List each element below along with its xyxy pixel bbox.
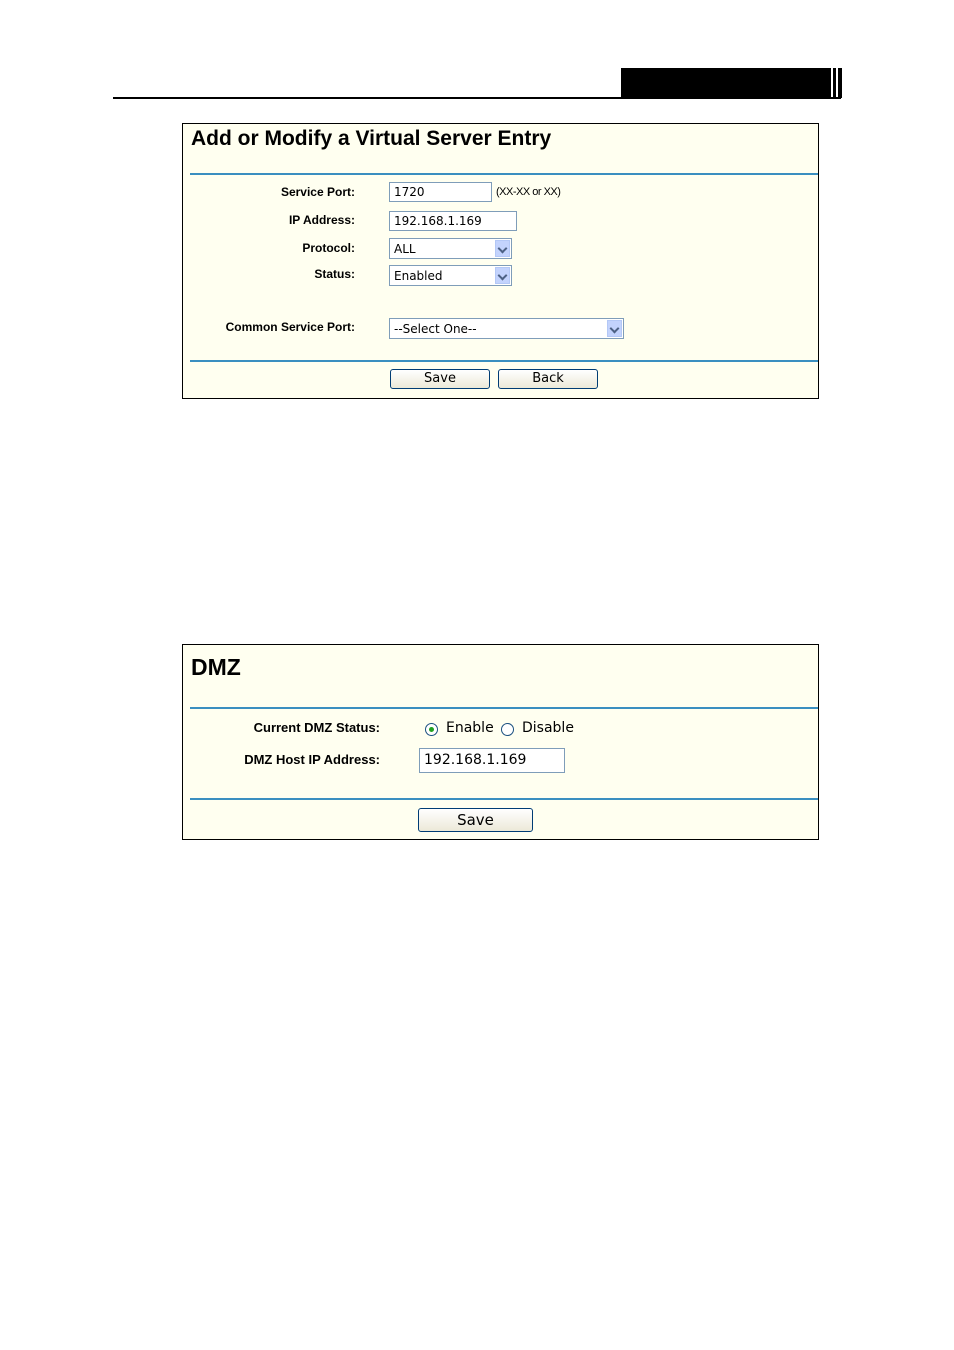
header-bar <box>838 68 842 98</box>
status-value: Enabled <box>394 269 443 283</box>
enable-radio[interactable] <box>425 723 438 736</box>
ip-address-label: IP Address: <box>288 213 355 227</box>
status-label: Status: <box>314 267 355 281</box>
chevron-down-icon[interactable] <box>495 267 510 284</box>
separator <box>190 173 818 175</box>
protocol-value: ALL <box>394 242 416 256</box>
dmz-host-ip-input[interactable]: 192.168.1.169 <box>419 748 565 773</box>
header-black-box <box>621 68 831 98</box>
disable-radio[interactable] <box>501 723 514 736</box>
separator <box>190 360 818 362</box>
back-button[interactable]: Back <box>498 369 598 389</box>
common-service-port-value: --Select One-- <box>394 322 477 336</box>
enable-radio-label[interactable]: Enable <box>446 720 494 736</box>
common-service-port-label: Common Service Port: <box>225 320 355 334</box>
chevron-down-icon[interactable] <box>607 320 622 337</box>
save-button[interactable]: Save <box>390 369 490 389</box>
service-port-input[interactable]: 1720 <box>389 182 492 202</box>
virtual-server-panel <box>182 123 819 399</box>
disable-radio-label[interactable]: Disable <box>522 720 574 736</box>
protocol-label: Protocol: <box>302 241 355 255</box>
separator <box>190 707 818 709</box>
dmz-status-label: Current DMZ Status: <box>253 720 380 735</box>
ip-address-input[interactable]: 192.168.1.169 <box>389 211 517 231</box>
chevron-down-icon[interactable] <box>495 240 510 257</box>
common-service-port-select[interactable] <box>389 318 624 339</box>
header-bar <box>833 68 836 98</box>
dmz-panel <box>182 644 819 840</box>
service-port-hint: (XX-XX or XX) <box>496 186 561 198</box>
header-rule <box>113 97 841 99</box>
panel-title: Add or Modify a Virtual Server Entry <box>191 127 552 150</box>
separator <box>190 798 818 800</box>
save-button[interactable]: Save <box>418 808 533 832</box>
panel-title: DMZ <box>191 654 241 680</box>
protocol-select[interactable] <box>389 238 512 259</box>
service-port-label: Service Port: <box>280 185 355 199</box>
status-select[interactable] <box>389 265 512 286</box>
dmz-host-ip-label: DMZ Host IP Address: <box>244 752 380 767</box>
